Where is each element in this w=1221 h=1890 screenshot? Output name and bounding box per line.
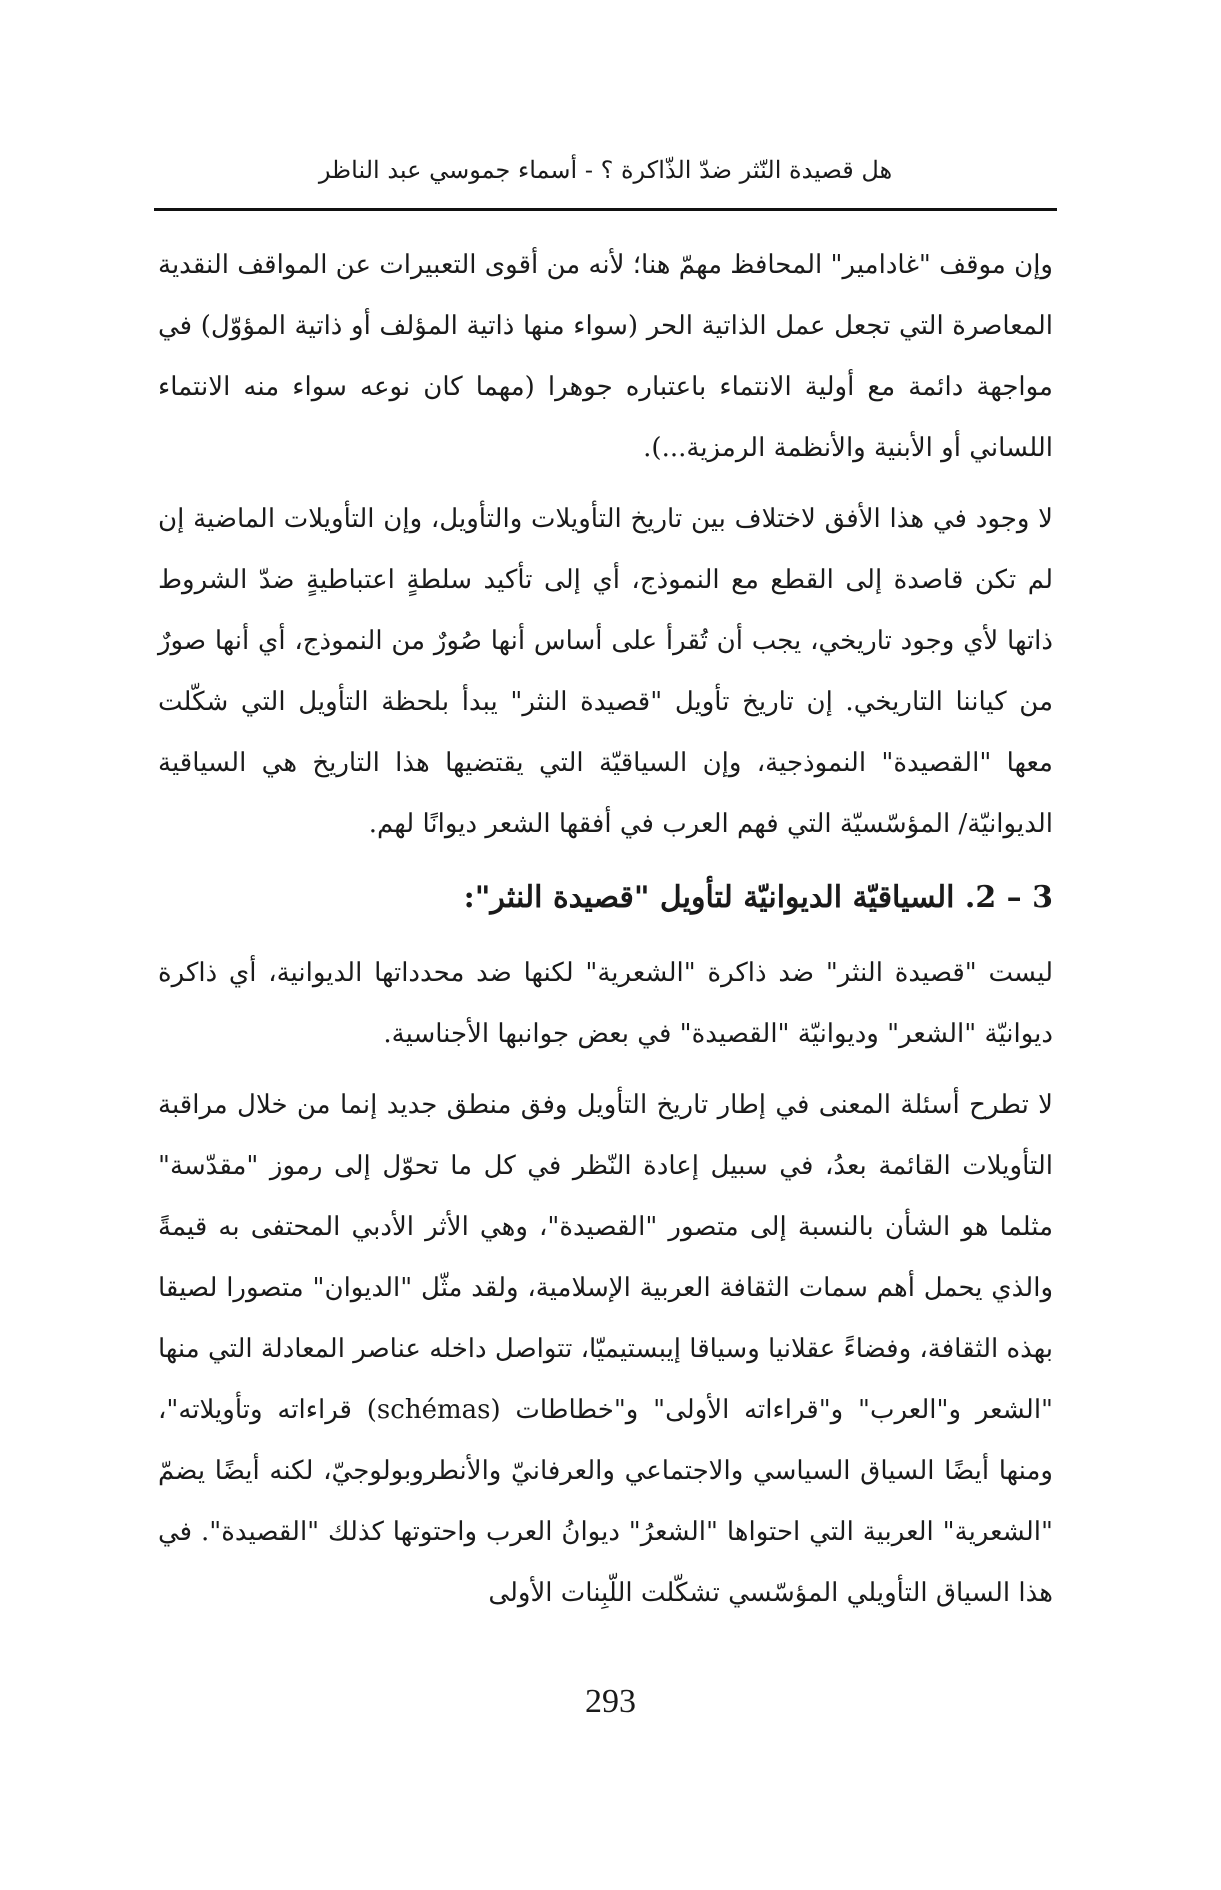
running-header: هل قصيدة النّثر ضدّ الذّاكرة ؟ - أسماء جموسي عبد الناظر (318, 156, 893, 184)
header-divider (154, 208, 1057, 211)
section-heading: 3 – 2. السياقيّة الديوانيّة لتأويل "قصيدة النثر": (463, 880, 1053, 915)
paragraph-history-of-interpretation: لا وجود في هذا الأفق لاختلاف بين تاريخ التأويلات والتأويل، وإن التأويلات الماضية إن لم تكن قاصدة إلى القطع مع النموذج، أي إلى تأكيد سلطةٍ اعتباطيةٍ ضدّ الشروط ذاتها لأي وجود تاريخي، يجب أن تُقرأ على أساس أنها صُورٌ من النموذج، أي أنها صورٌ من كياننا التاريخي. إن تاريخ تأويل "قصيدة النثر" يبدأ بلحظة التأويل التي شكّلت معها "القصيدة" النموذجية، وإن السياقيّة التي يقتضيها هذا التاريخ هي السياقية الديوانيّة/ المؤسّسيّة التي فهم العرب في أفقها الشعر ديوانًا لهم. (158, 504, 1053, 839)
paragraph-questions-of-meaning: لا تطرح أسئلة المعنى في إطار تاريخ التأويل وفق منطق جديد إنما من خلال مراقبة التأويلات القائمة بعدُ، في سبيل إعادة النّظر في كل ما تحوّل إلى رموز "مقدّسة" مثلما هو الشأن بالنسبة إلى متصور "القصيدة"، وهي الأثر الأدبي المحتفى به قيمةً والذي يحمل أهم سمات الثقافة العربية الإسلامية، ولقد مثّل "الديوان" متصورا لصيقا بهذه الثقافة، وفضاءً عقلانيا وسياقا إيبستيميّا، تتواصل داخله عناصر المعادلة التي منها "الشعر و"العرب" و"قراءاته الأولى" و"خطاطات (schémas) قراءاته وتأويلاته"، ومنها أيضًا السياق السياسي والاجتماعي والعرفانيّ والأنطروبولوجيّ، لكنه أيضًا يضمّ "الشعرية" العربية التي احتواها "الشعرُ" ديوانُ العرب واحتوتها كذلك "القصيدة". في هذا السياق التأويلي المؤسّسي تشكّلت اللّبِنات الأولى (158, 1090, 1054, 1608)
paragraph-gadamer: وإن موقف "غادامير" المحافظ مهمّ هنا؛ لأنه من أقوى التعبيرات عن المواقف النقدية المعاصرة التي تجعل عمل الذاتية الحر (سواء منها ذاتية المؤلف أو ذاتية المؤوّل) في مواجهة دائمة مع أولية الانتماء باعتباره جوهرا (مهما كان نوعه سواء منه الانتماء اللساني أو الأبنية والأنظمة الرمزية...). (158, 250, 1053, 463)
paragraph-diwan-memory: ليست "قصيدة النثر" ضد ذاكرة "الشعرية" لكنها ضد محدداتها الديوانية، أي ذاكرة ديوانيّة "الشعر" وديوانيّة "القصيدة" في بعض جوانبها الأجناسية. (158, 958, 1053, 1049)
page-number: 293 (585, 1683, 636, 1720)
body-text (158, 235, 1053, 1624)
